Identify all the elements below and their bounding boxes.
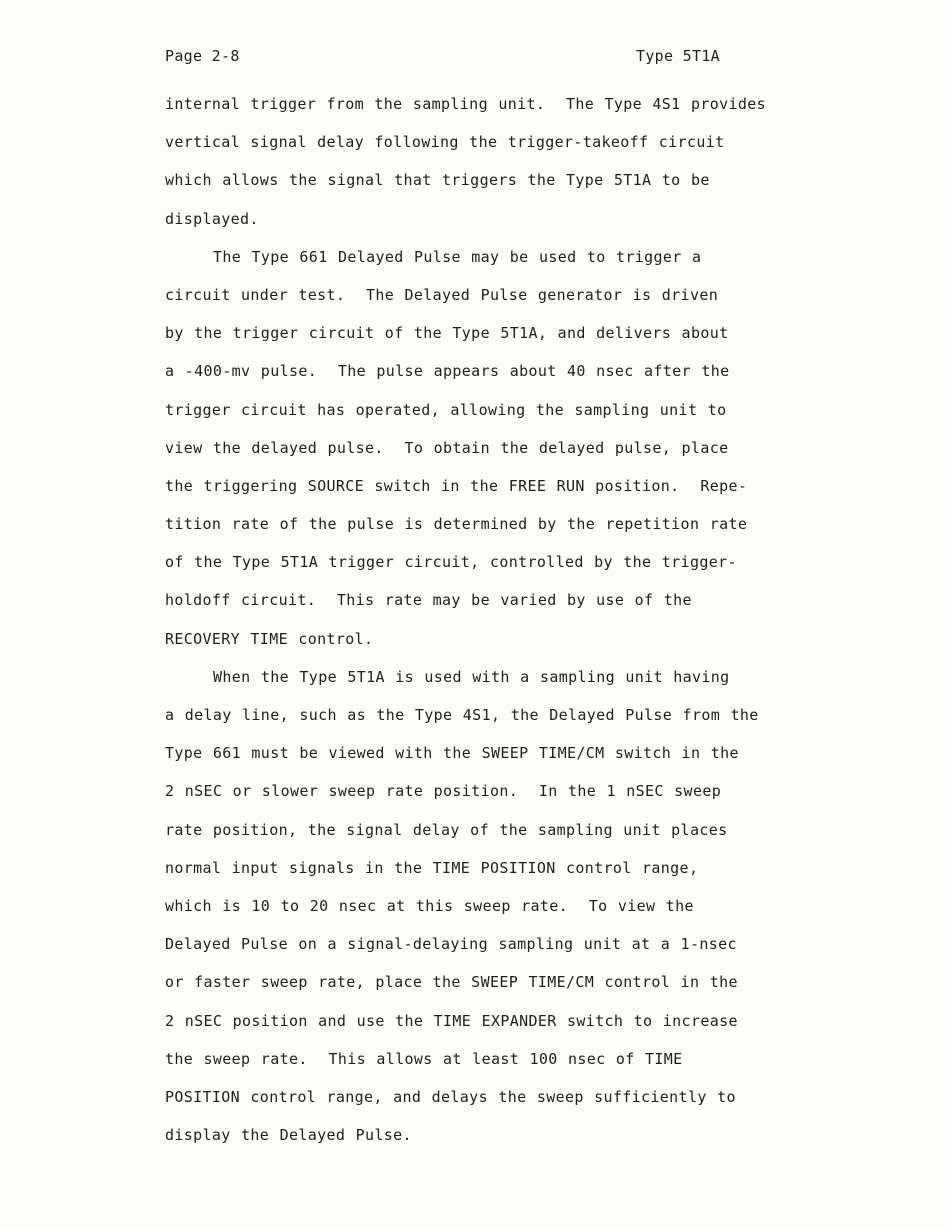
- text-line: a -400-mv pulse. The pulse appears about 40 nsec after the: [165, 362, 730, 381]
- text-line: RECOVERY TIME control.: [165, 629, 374, 648]
- text-line: The Type 661 Delayed Pulse may be used to trigger a: [213, 247, 702, 266]
- text-line: which allows the signal that triggers the Type 5T1A to be: [165, 171, 710, 190]
- document-type-label: Type 5T1A: [636, 47, 720, 65]
- text-line: of the Type 5T1A trigger circuit, controlled by the trigger-: [165, 553, 737, 572]
- text-line: Type 661 must be viewed with the SWEEP TIME/CM switch in the: [165, 744, 739, 763]
- text-line: vertical signal delay following the trigger-takeoff circuit: [165, 133, 725, 152]
- text-line: the sweep rate. This allows at least 100 nsec of TIME: [165, 1049, 683, 1068]
- page-number: Page 2-8: [165, 47, 240, 65]
- text-line: 2 nSEC or slower sweep rate position. In the 1 nSEC sweep: [165, 782, 722, 801]
- text-line: circuit under test. The Delayed Pulse generator is driven: [165, 285, 719, 304]
- text-line: normal input signals in the TIME POSITION control range,: [165, 858, 699, 877]
- text-line: which is 10 to 20 nsec at this sweep rate. To view the: [165, 896, 694, 915]
- text-line: the triggering SOURCE switch in the FREE RUN position. Repe-: [165, 476, 748, 495]
- text-line: displayed.: [165, 209, 259, 228]
- text-line: or faster sweep rate, place the SWEEP TIME/CM control in the: [165, 973, 738, 992]
- text-line: a delay line, such as the Type 4S1, the Delayed Pulse from the: [165, 706, 759, 724]
- text-line: internal trigger from the sampling unit. The Type 4S1 provides: [165, 95, 766, 113]
- text-line: 2 nSEC position and use the TIME EXPANDER switch to increase: [165, 1011, 738, 1030]
- text-line: When the Type 5T1A is used with a sampling unit having: [213, 667, 730, 686]
- text-line: trigger circuit has operated, allowing the sampling unit to: [165, 400, 727, 419]
- text-line: tition rate of the pulse is determined by the repetition rate: [165, 515, 748, 534]
- text-line: display the Delayed Pulse.: [165, 1126, 412, 1145]
- text-line: Delayed Pulse on a signal-delaying sampling unit at a 1-nsec: [165, 935, 737, 954]
- text-line: POSITION control range, and delays the sweep sufficiently to: [165, 1087, 736, 1106]
- text-line: view the delayed pulse. To obtain the delayed pulse, place: [165, 438, 729, 457]
- text-line: by the trigger circuit of the Type 5T1A, and delivers about: [165, 324, 729, 343]
- text-line: rate position, the signal delay of the sampling unit places: [165, 820, 728, 839]
- body-text: [165, 93, 785, 1162]
- text-line: holdoff circuit. This rate may be varied by use of the: [165, 591, 692, 610]
